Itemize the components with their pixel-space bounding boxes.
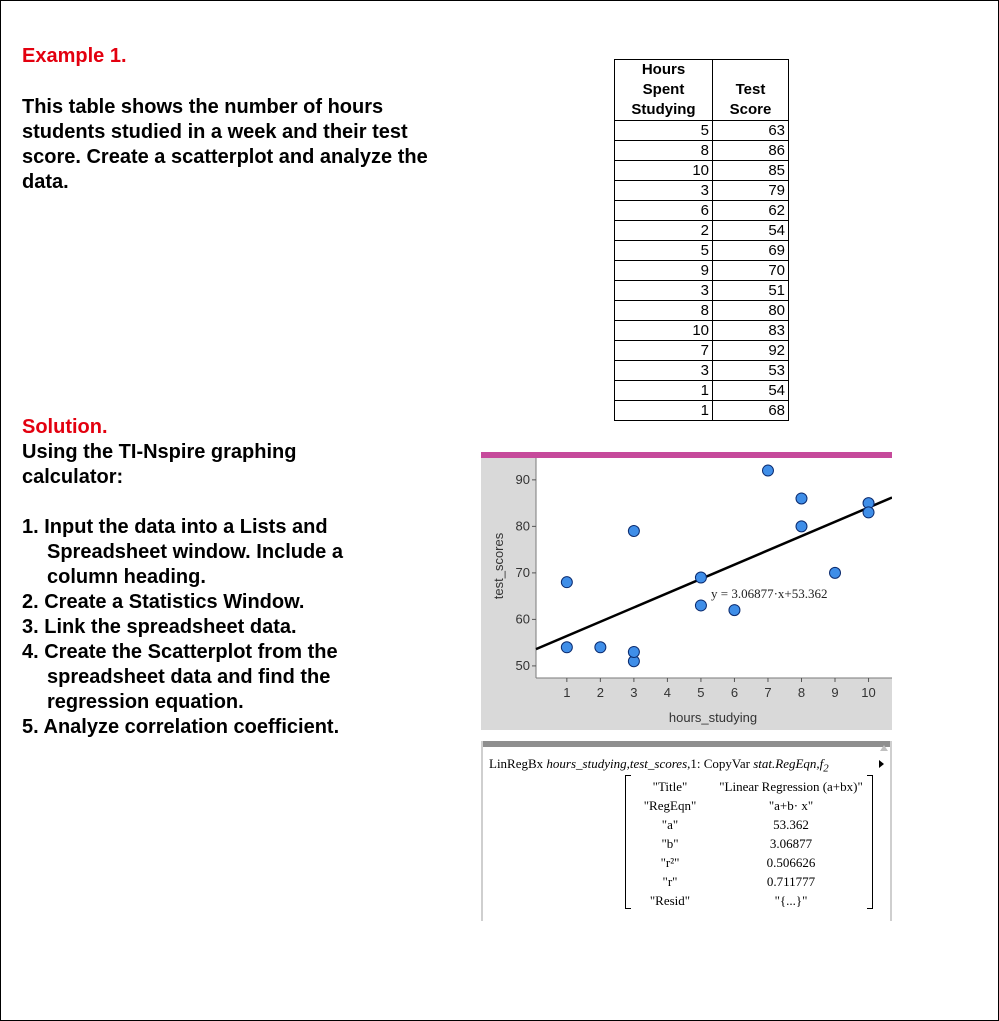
matrix-row xyxy=(625,872,873,891)
matrix-key: "RegEqn" xyxy=(643,798,697,813)
matrix-row xyxy=(625,834,873,853)
x-tick-label: 8 xyxy=(797,685,806,700)
x-tick-label: 2 xyxy=(596,685,604,700)
score-cell: 83 xyxy=(713,321,789,341)
table-row xyxy=(615,201,789,221)
table-row xyxy=(615,221,789,241)
score-cell: 63 xyxy=(713,121,789,141)
data-point xyxy=(830,567,841,578)
hours-cell: 3 xyxy=(615,361,713,381)
regression-result-matrix xyxy=(625,775,873,909)
matrix-row xyxy=(625,891,873,910)
matrix-row xyxy=(625,853,873,872)
hours-cell: 9 xyxy=(615,261,713,281)
data-point xyxy=(863,507,874,518)
hours-cell: 1 xyxy=(615,401,713,421)
header-line: Test xyxy=(735,81,766,98)
command-more-arrow-icon[interactable] xyxy=(879,760,884,768)
hours-column-header xyxy=(615,60,713,121)
scatterplot xyxy=(481,452,892,730)
command-copyvar: ,1: CopyVar xyxy=(687,756,754,771)
table-body xyxy=(615,121,789,421)
x-tick-label: 1 xyxy=(563,685,571,700)
scatterplot-panel xyxy=(481,452,892,730)
matrix-key: "Resid" xyxy=(649,893,691,908)
matrix-row xyxy=(625,796,873,815)
hours-cell: 10 xyxy=(615,161,713,181)
linreg-command[interactable] xyxy=(489,756,829,775)
matrix-value: "Linear Regression (a+bx)" xyxy=(719,779,863,794)
step-item: 3. Link the spreadsheet data. xyxy=(22,616,297,638)
table-row xyxy=(615,241,789,261)
header-line: Hours xyxy=(641,61,686,78)
table-row xyxy=(615,181,789,201)
data-point xyxy=(729,605,740,616)
calc-panel-top-bar xyxy=(483,741,892,747)
header-line: Score xyxy=(729,101,772,118)
y-tick-label: 80 xyxy=(515,518,530,534)
data-point xyxy=(561,577,572,588)
matrix-value: 0.506626 xyxy=(766,855,816,870)
score-cell: 54 xyxy=(713,221,789,241)
step-item: 4. Create the Scatterplot from the spreadsheet data and find the regression equation. xyxy=(22,641,338,713)
matrix-value: "{...}" xyxy=(774,893,808,908)
matrix-key: "r²" xyxy=(660,855,680,870)
score-cell: 92 xyxy=(713,341,789,361)
y-tick-label: 50 xyxy=(515,657,530,673)
data-point xyxy=(796,493,807,504)
hours-cell: 5 xyxy=(615,241,713,261)
score-cell: 79 xyxy=(713,181,789,201)
data-point xyxy=(561,642,572,653)
hours-cell: 1 xyxy=(615,381,713,401)
table-row xyxy=(615,341,789,361)
y-tick-label: 70 xyxy=(515,564,530,580)
solution-block xyxy=(22,415,352,490)
score-cell: 85 xyxy=(713,161,789,181)
header-line: Spent xyxy=(642,81,685,98)
table-row xyxy=(615,261,789,281)
table-row xyxy=(615,381,789,401)
step-item: 5. Analyze correlation coefficient. xyxy=(22,716,340,738)
data-point xyxy=(762,465,773,476)
steps-list xyxy=(22,515,352,740)
hours-cell: 7 xyxy=(615,341,713,361)
hours-cell: 10 xyxy=(615,321,713,341)
command-target-subscript: 2 xyxy=(823,762,829,775)
example-title: Example 1. xyxy=(22,45,127,67)
matrix-key: "r" xyxy=(662,874,678,889)
calculator-panel xyxy=(481,741,892,921)
step-item: 1. Input the data into a Lists and Spreadsheet window. Include a column heading. xyxy=(22,516,343,588)
plot-area xyxy=(536,458,892,678)
matrix-key: "Title" xyxy=(652,779,688,794)
matrix-row xyxy=(625,777,873,796)
score-cell: 51 xyxy=(713,281,789,301)
x-tick-label: 7 xyxy=(764,685,772,700)
command-target: stat.RegEqn,f xyxy=(753,756,824,771)
solution-title: Solution. xyxy=(22,416,108,438)
table-row xyxy=(615,361,789,381)
hours-cell: 8 xyxy=(615,141,713,161)
hours-cell: 2 xyxy=(615,221,713,241)
score-cell: 70 xyxy=(713,261,789,281)
x-tick-label: 10 xyxy=(861,685,876,700)
table-row xyxy=(615,281,789,301)
x-tick-label: 4 xyxy=(663,685,672,700)
command-name: LinRegBx xyxy=(489,756,547,771)
table-row xyxy=(615,141,789,161)
table-row xyxy=(615,301,789,321)
score-column-header xyxy=(713,60,789,121)
x-tick-label: 3 xyxy=(630,685,638,700)
table-row xyxy=(615,401,789,421)
score-cell: 80 xyxy=(713,301,789,321)
matrix-key: "b" xyxy=(661,836,679,851)
regression-equation-label: y = 3.06877·x+53.362 xyxy=(711,586,828,601)
score-cell: 86 xyxy=(713,141,789,161)
x-axis-label: hours_studying xyxy=(668,710,758,725)
matrix-key: "a" xyxy=(661,817,679,832)
matrix-row xyxy=(625,815,873,834)
command-args: hours_studying,test_scores xyxy=(546,756,688,771)
score-cell: 62 xyxy=(713,201,789,221)
solution-intro: Using the TI-Nspire graphing calculator: xyxy=(22,441,297,488)
data-point xyxy=(595,642,606,653)
y-axis-label: test_scores xyxy=(491,532,506,600)
x-tick-label: 9 xyxy=(831,685,839,700)
header-line: Studying xyxy=(631,101,696,118)
score-cell: 68 xyxy=(713,401,789,421)
data-point xyxy=(628,646,639,657)
data-point xyxy=(695,572,706,583)
hours-cell: 5 xyxy=(615,121,713,141)
hours-cell: 3 xyxy=(615,181,713,201)
x-tick-label: 5 xyxy=(697,685,705,700)
hours-cell: 6 xyxy=(615,201,713,221)
table-row xyxy=(615,161,789,181)
step-item: 2. Create a Statistics Window. xyxy=(22,591,305,613)
matrix-value: "a+b· x" xyxy=(768,798,814,813)
matrix-value: 3.06877 xyxy=(769,836,813,851)
x-tick-label: 6 xyxy=(730,685,739,700)
score-cell: 53 xyxy=(713,361,789,381)
data-point xyxy=(796,521,807,532)
score-cell: 54 xyxy=(713,381,789,401)
matrix-value: 53.362 xyxy=(773,817,809,832)
score-cell: 69 xyxy=(713,241,789,261)
matrix-value: 0.711777 xyxy=(766,874,816,889)
problem-statement: This table shows the number of hours students studied in a week and their test score. Create a scatterplot and analyze the data. xyxy=(22,96,428,193)
data-point xyxy=(695,600,706,611)
table-row xyxy=(615,121,789,141)
scroll-up-arrow-icon[interactable] xyxy=(880,745,888,751)
data-point xyxy=(628,526,639,537)
table-row xyxy=(615,321,789,341)
y-tick-label: 90 xyxy=(515,471,530,487)
hours-cell: 8 xyxy=(615,301,713,321)
data-table xyxy=(614,59,789,421)
hours-cell: 3 xyxy=(615,281,713,301)
y-tick-label: 60 xyxy=(515,611,530,627)
